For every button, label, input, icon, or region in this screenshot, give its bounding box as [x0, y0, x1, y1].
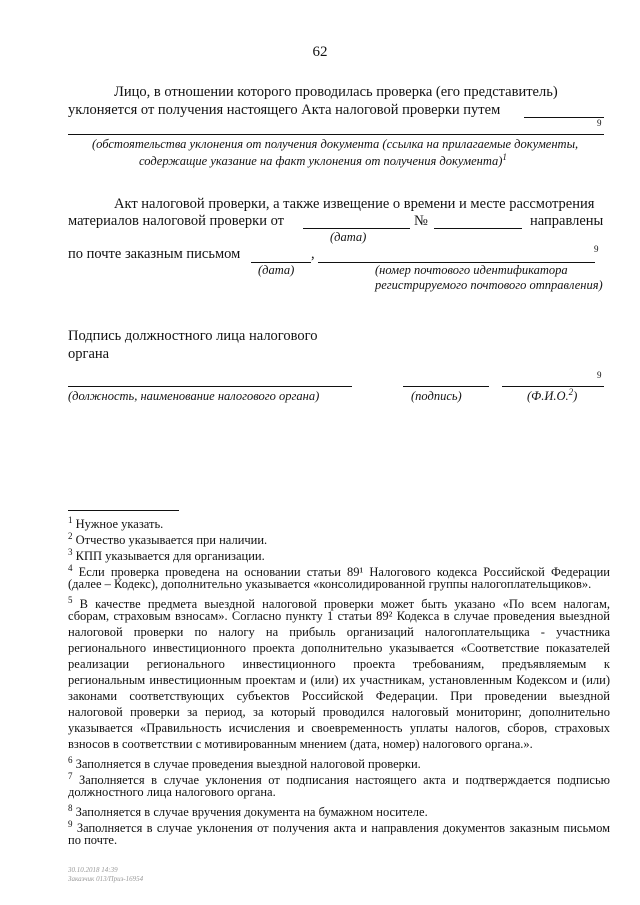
footnote-7-line-2: должностного лица налогового органа.: [68, 785, 276, 799]
footnote-5-line-9: указывается «Правильность исчисления и своевременность уплаты налогов, сборов, страховых: [68, 721, 610, 735]
mailing-send-date-caption: (дата): [258, 263, 295, 277]
footnote-5-line-3: налоговой проверки по налогу на прибыль организаций налогоплательщика - участника: [68, 625, 610, 639]
mailing-date-caption: (дата): [330, 230, 367, 244]
evasion-fn-mark: 9: [597, 118, 602, 128]
footnote-1-text: Нужное указать.: [75, 517, 164, 532]
footnote-3-text: КПП указывается для организации.: [75, 549, 265, 564]
footnote-9-line-1: [68, 816, 610, 836]
mailing-line-3: по почте заказным письмом: [68, 246, 241, 262]
footnote-1-mark: 1: [68, 515, 73, 525]
footnote-2-text: Отчество указывается при наличии.: [75, 533, 268, 548]
footnote-9-mark: 9: [68, 819, 73, 829]
mailing-line-2a: материалов налоговой проверки от: [68, 213, 284, 229]
print-stamp-line-1: 30.10.2018 14:39: [68, 866, 118, 874]
footnote-8-mark: 8: [68, 803, 73, 813]
footnote-5-line-8: налоговой проверки за период, за который проводился налоговый мониторинг, дополнительно: [68, 705, 610, 719]
mailing-number-blank[interactable]: [434, 228, 522, 229]
mailing-line-1: Акт налоговой проверки, а также извещение о времени и месте рассмотрения: [114, 196, 595, 212]
signature-title-1: Подпись должностного лица налогового: [68, 328, 318, 344]
footnote-7-text-1: Заполняется в случае уклонения от подписания настоящего акта и подтверждается подписью: [79, 773, 611, 788]
footnote-2-mark: 2: [68, 531, 73, 541]
signature-position-caption: (должность, наименование налогового органа): [68, 389, 320, 403]
evasion-blank-2[interactable]: [68, 134, 604, 135]
signature-fio-caption: [527, 387, 577, 404]
footnote-9-text-1: Заполняется в случае уклонения от получения акта и направления документов заказным письмом: [76, 821, 611, 836]
footnote-separator: [68, 510, 179, 511]
footnote-5-line-5: реализации регионального инвестиционного проекта требованиям, предъявляемым к: [68, 657, 610, 671]
signature-sign-caption: (подпись): [411, 389, 462, 403]
evasion-caption-1: (обстоятельства уклонения от получения документа (ссылка на прилагаемые документы,: [92, 137, 579, 151]
signature-title-2: органа: [68, 346, 110, 362]
fio-caption-close: ): [573, 389, 578, 404]
footnote-5-line-4: регионального инвестиционного проекта дополнительно указывается «Соответствие показателей: [68, 641, 610, 655]
footnote-5-text-1: В качестве предмета выездной налоговой проверки может быть указано «По всем налогам,: [79, 597, 610, 612]
mailing-date-blank[interactable]: [303, 228, 410, 229]
mailing-fn-mark: 9: [594, 244, 599, 254]
footnote-4-line-2: (далее – Кодекс), дополнительно указывается «консолидированной группы налогоплательщиков».: [68, 577, 592, 591]
footnote-5-line-6: региональным инвестиционным проектам и (или) их участникам, установленным Кодексом и (или): [68, 673, 610, 687]
footnote-6-text: Заполняется в случае проведения выездной налоговой проверки.: [75, 757, 421, 772]
mailing-comma: ,: [311, 246, 315, 262]
evasion-caption-2: [139, 152, 507, 169]
mailing-line-2b: направлены: [530, 213, 604, 229]
signature-fn-mark: 9: [597, 370, 602, 380]
footnote-3-mark: 3: [68, 547, 73, 557]
mailing-tracking-caption-2: регистрируемого почтового отправления): [375, 278, 603, 292]
mailing-tracking-caption-1: (номер почтового идентификатора: [375, 263, 568, 277]
footnote-5-line-10: взносов в соответствии с мотивированным мнением (дата, номер) налогового органа.».: [68, 737, 533, 751]
evasion-line-2: уклоняется от получения настоящего Акта налоговой проверки путем: [68, 102, 501, 118]
footnote-5-mark: 5: [68, 595, 73, 605]
footnote-7-mark: 7: [68, 771, 73, 781]
page-number: 62: [312, 44, 328, 60]
evasion-caption-2-mark: 1: [502, 152, 507, 162]
footnote-4-text-1: Если проверка проведена на основании статьи 89¹ Налогового кодекса Российской Федерации: [78, 565, 610, 580]
mailing-number-sign: №: [414, 213, 428, 229]
footnote-6-mark: 6: [68, 755, 73, 765]
evasion-line-1: Лицо, в отношении которого проводилась проверка (его представитель): [114, 84, 558, 100]
footnote-9-line-2: по почте.: [68, 833, 118, 847]
print-stamp-line-2: Заказчик 013/Приз-16954: [68, 875, 144, 883]
fio-caption-mark: 2: [568, 387, 574, 397]
signature-sign-blank[interactable]: [403, 386, 489, 387]
footnote-4-mark: 4: [68, 563, 73, 573]
evasion-caption-2-text: содержащие указание на факт уклонения от получения документа): [139, 154, 503, 169]
fio-caption-text: (Ф.И.О.: [527, 389, 569, 404]
footnote-5-line-7: законами соответствующих субъектов Российской Федерации. При проведении выездной: [68, 689, 610, 703]
footnote-5-line-2: сборам, страховым взносам». Согласно пункту 1 статьи 89² Кодекса в случае проведения выездной: [68, 609, 610, 623]
signature-position-blank[interactable]: [68, 386, 352, 387]
footnote-8-text: Заполняется в случае вручения документа на бумажном носителе.: [75, 805, 428, 820]
evasion-blank-1[interactable]: [524, 117, 604, 118]
